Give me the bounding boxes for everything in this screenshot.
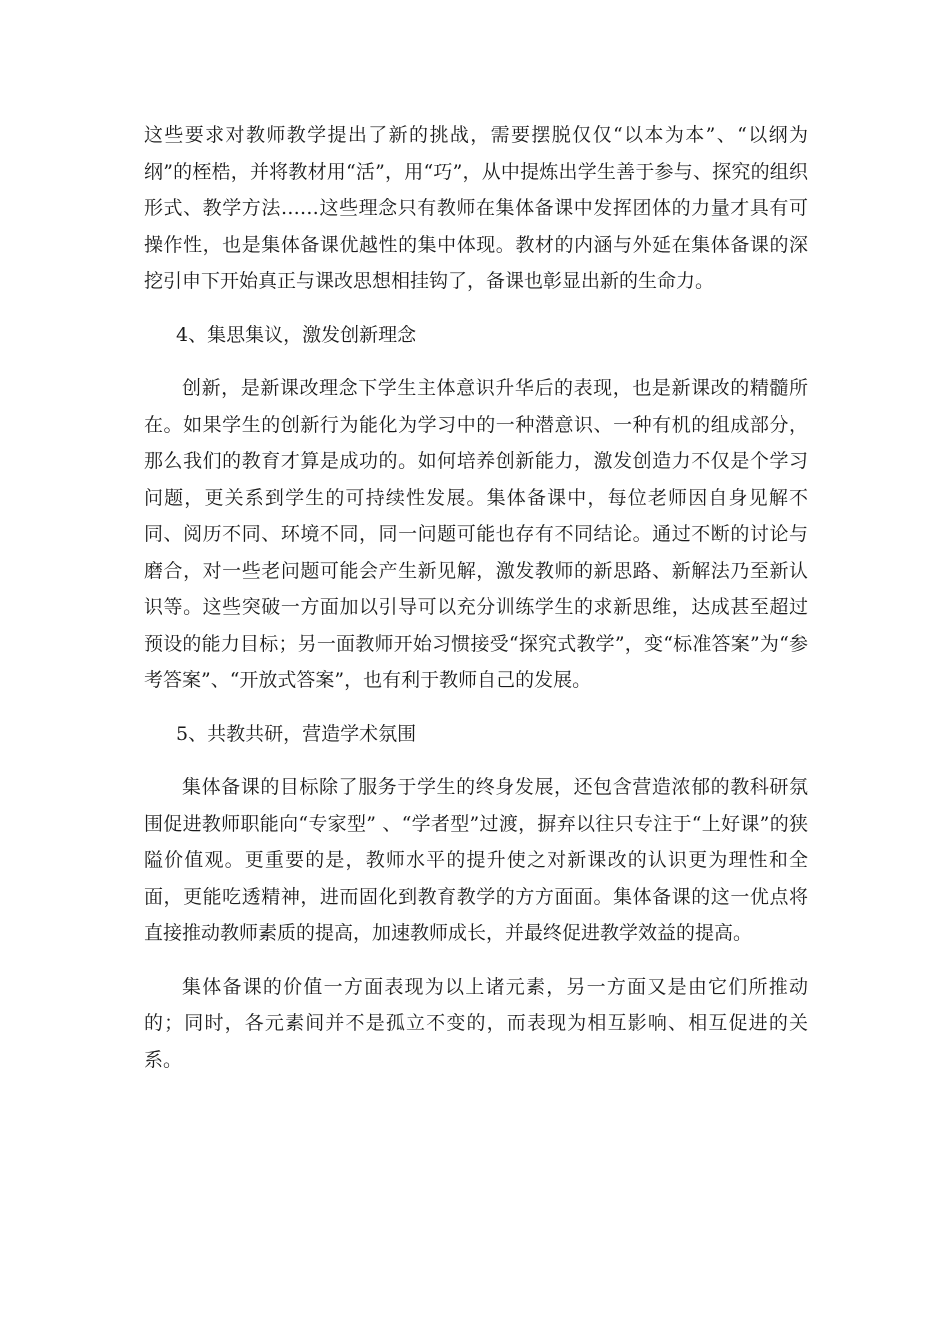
paragraph-research: 集体备课的目标除了服务于学生的终身发展，还包含营造浓郁的教科研氛围促进教师职能向“专家型” 、“学者型”过渡，摒弃以往只专注于“上好课”的狭隘价值观。更重要的是，教师水平的提升使之对新课改的认识更为理性和全面，更能吃透精神，进而固化到教育教学的方方面面。集体备课的这一优点将直接推动教师素质的提高，加速教师成长，并最终促进教学效益的提高。 — [144, 776, 808, 944]
paragraph-continuation: 这些要求对教师教学提出了新的挑战，需要摆脱仅仅“以本为本”、“以纲为纲”的桎梏，并将教材用“活”，用“巧”，从中提炼出学生善于参与、探究的组织形式、教学方法……这些理念只有教师在集体备课中发挥团体的力量才具有可操作性，也是集体备课优越性的集中体现。教材的内涵与外延在集体备课的深挖引申下开始真正与课改思想相挂钩了，备课也彰显出新的生命力。 — [144, 124, 808, 292]
paragraph-innovation: 创新，是新课改理念下学生主体意识升华后的表现，也是新课改的精髓所在。如果学生的创新行为能化为学习中的一种潜意识、一种有机的组成部分，那么我们的教育才算是成功的。如何培养创新能力，激发创造力不仅是个学习问题，更关系到学生的可持续性发展。集体备课中，每位老师因自身见解不同、阅历不同、环境不同，同一问题可能也存有不同结论。通过不断的讨论与磨合，对一些老问题可能会产生新见解，激发教师的新思路、新解法乃至新认识等。这些突破一方面加以引导可以充分训练学生的求新思维，达成甚至超过预设的能力目标；另一面教师开始习惯接受“探究式教学”，变“标准答案”为“参考答案”、“开放式答案”，也有利于教师自己的发展。 — [144, 377, 808, 691]
document-body — [144, 117, 808, 1095]
section-heading-5: 5、共教共研，营造学术氛围 — [176, 722, 417, 745]
section-heading-4: 4、集思集议，激发创新理念 — [176, 323, 417, 346]
paragraph-conclusion: 集体备课的价值一方面表现为以上诸元素，另一方面又是由它们所推动的；同时，各元素间并不是孤立不变的，而表现为相互影响、相互促进的关系。 — [144, 975, 808, 1071]
